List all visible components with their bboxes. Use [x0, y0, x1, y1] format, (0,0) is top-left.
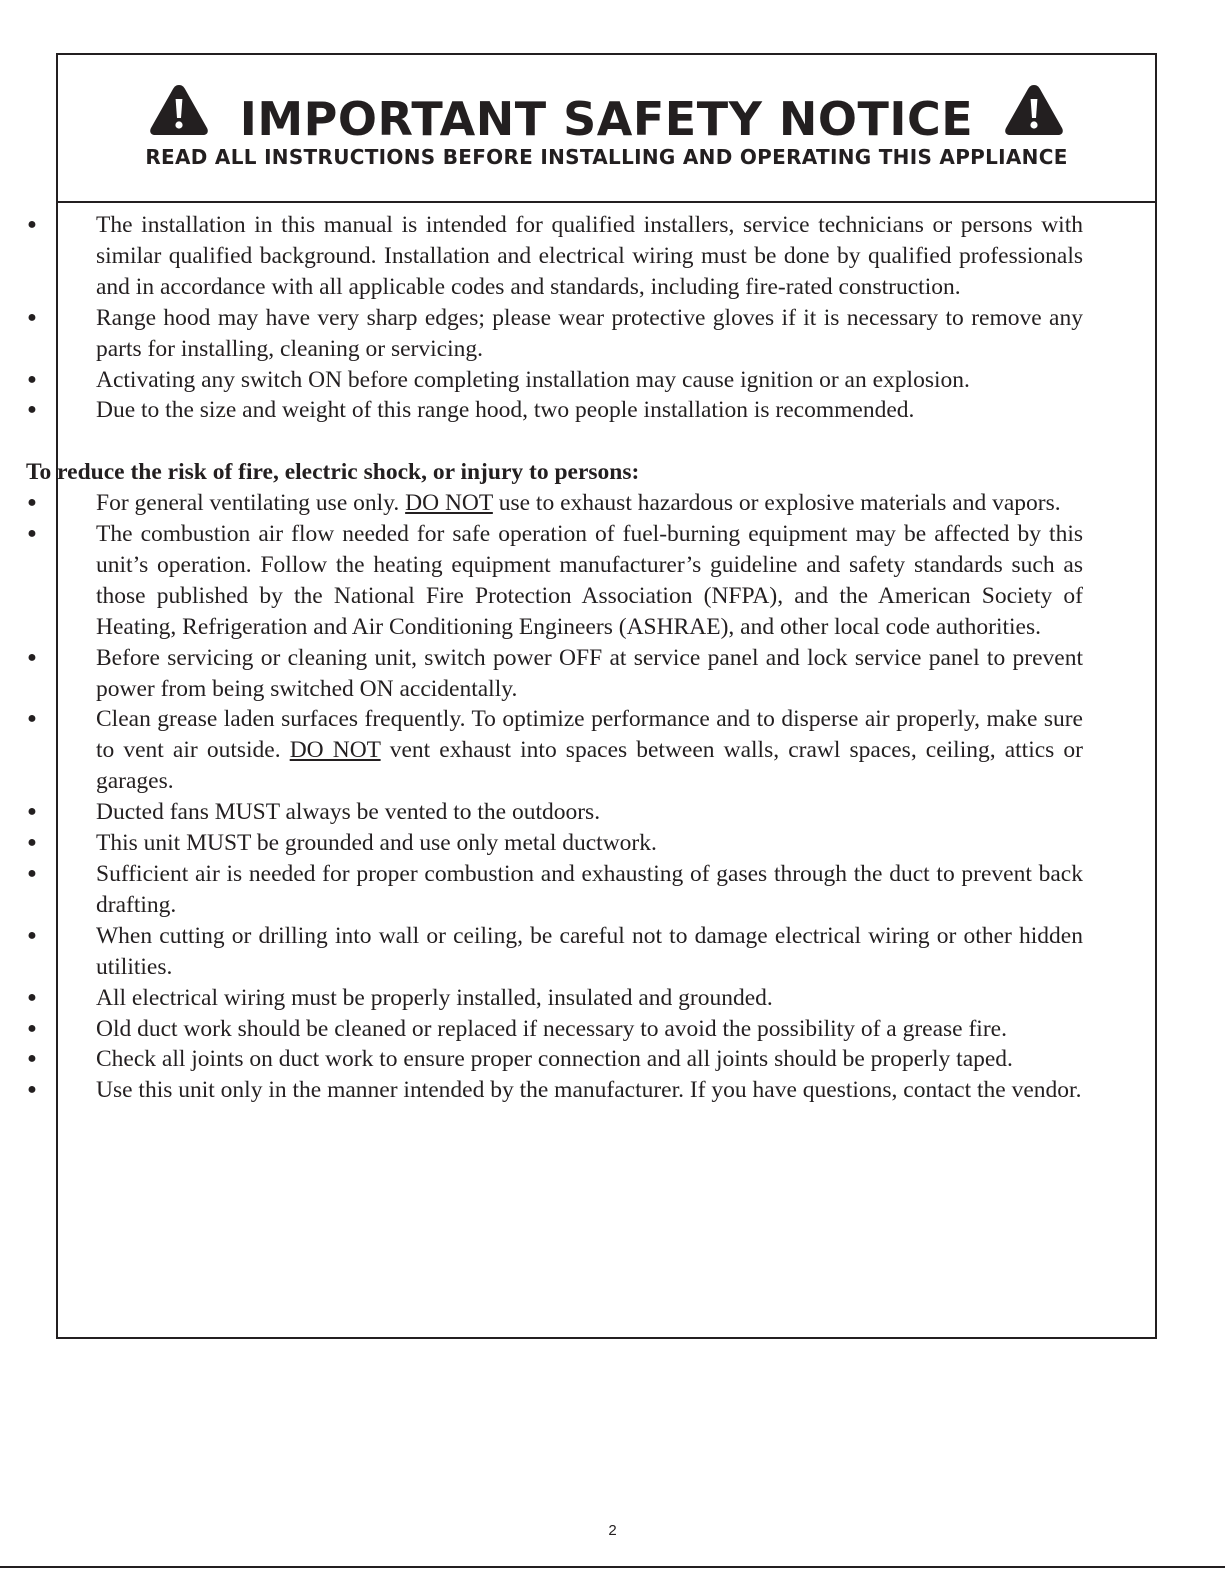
item-text: This unit MUST be grounded and use only metal ductwork. — [96, 830, 657, 857]
list-item — [26, 519, 1083, 643]
bullet: ● — [27, 710, 37, 728]
notice-body — [26, 210, 1083, 1106]
item-text: use to exhaust hazardous or explosive materials and vapors. — [492, 490, 1061, 517]
item-text: Old duct work should be cleaned or replaced if necessary to avoid the possibility of a grease fire. — [96, 1015, 1007, 1042]
list-item — [26, 210, 1083, 303]
do-not-emphasis: DO NOT — [405, 490, 493, 517]
item-text: Range hood may have very sharp edges; please wear protective gloves if it is necessary to remove any parts for installing, cleaning or servicing. — [96, 304, 1083, 362]
list-item — [26, 643, 1083, 705]
list-item — [26, 1075, 1083, 1106]
bullet: ● — [27, 1081, 37, 1099]
item-text: Due to the size and weight of this range hood, two people installation is recommended. — [96, 397, 915, 424]
bullet: ● — [27, 1019, 37, 1037]
list-item — [26, 1014, 1083, 1045]
list-item — [26, 921, 1083, 983]
warning-triangle-icon — [1003, 82, 1065, 138]
item-text: vent exhaust into spaces between walls, crawl spaces, ceiling, attics or garages. — [96, 737, 1083, 795]
list-item — [26, 303, 1083, 365]
section-heading: To reduce the risk of fire, electric shock, or injury to persons: — [26, 459, 640, 486]
list-item — [26, 488, 1083, 519]
bullet: ● — [27, 525, 37, 543]
warning-triangle-icon — [148, 82, 210, 138]
bullet: ● — [27, 401, 37, 419]
bullet: ● — [27, 216, 37, 233]
item-text: All electrical wiring must be properly installed, insulated and grounded. — [96, 984, 773, 1011]
bullet: ● — [27, 926, 37, 944]
page-number: 2 — [608, 1522, 617, 1539]
list-item — [26, 859, 1083, 921]
list-item — [26, 704, 1083, 797]
item-text: The installation in this manual is intended for qualified installers, service technicians or persons with similar qualified background. Installation and electrical wiring must be done by qualified professionals and in accordance with all applicable codes and standards, including fire-rated construction. — [96, 212, 1083, 300]
item-text: For general ventilating use only. — [96, 490, 406, 517]
list-item — [26, 1044, 1083, 1075]
bullet: ● — [27, 308, 37, 326]
title-row — [58, 75, 1155, 145]
notice-header — [58, 55, 1155, 203]
bullet: ● — [27, 865, 37, 883]
list-item — [26, 983, 1083, 1014]
item-text: Clean grease laden surfaces frequently. To optimize performance and to disperse air properly, make sure to vent air outside. — [96, 706, 1083, 764]
spacer — [26, 426, 1083, 457]
footer-divider — [0, 1566, 1225, 1568]
item-text: Use this unit only in the manner intended by the manufacturer. If you have questions, contact the vendor. — [96, 1077, 1082, 1104]
bullet: ● — [27, 803, 37, 821]
list-item — [26, 365, 1083, 396]
item-text: Ducted fans MUST always be vented to the outdoors. — [96, 799, 601, 826]
list-item — [26, 395, 1083, 426]
bullet: ● — [27, 834, 37, 852]
item-text: Check all joints on duct work to ensure proper connection and all joints should be properly taped. — [96, 1046, 1013, 1073]
list-item — [26, 828, 1083, 859]
bullet: ● — [27, 494, 37, 512]
list-item — [26, 797, 1083, 828]
bullet: ● — [27, 988, 37, 1006]
item-text: The combustion air flow needed for safe operation of fuel-burning equipment may be affected by this unit’s operation. Follow the heating equipment manufacturer’s guideline and safety standards such as those published by the National Fire Protection Association (NFPA), and the American Society of Heating, Refrigeration and Air Conditioning Engineers (ASHRAE), and other local code authorities. — [96, 521, 1083, 640]
item-text: Before servicing or cleaning unit, switch power OFF at service panel and lock service panel to prevent power from being switched ON accidentally. — [96, 644, 1083, 702]
item-text: Sufficient air is needed for proper combustion and exhausting of gases through the duct to prevent back drafting. — [96, 861, 1083, 918]
notice-title: IMPORTANT SAFETY NOTICE — [239, 92, 974, 146]
item-text: Activating any switch ON before completing installation may cause ignition or an explosion. — [96, 366, 970, 393]
bullet: ● — [27, 370, 37, 388]
notice-subtitle: READ ALL INSTRUCTIONS BEFORE INSTALLING AND OPERATING THIS APPLIANCE — [145, 145, 1068, 169]
do-not-emphasis: DO NOT — [289, 737, 381, 764]
bullet: ● — [27, 1050, 37, 1068]
bullet: ● — [27, 648, 37, 666]
item-text: When cutting or drilling into wall or ceiling, be careful not to damage electrical wiring or other hidden utilities. — [96, 922, 1083, 980]
